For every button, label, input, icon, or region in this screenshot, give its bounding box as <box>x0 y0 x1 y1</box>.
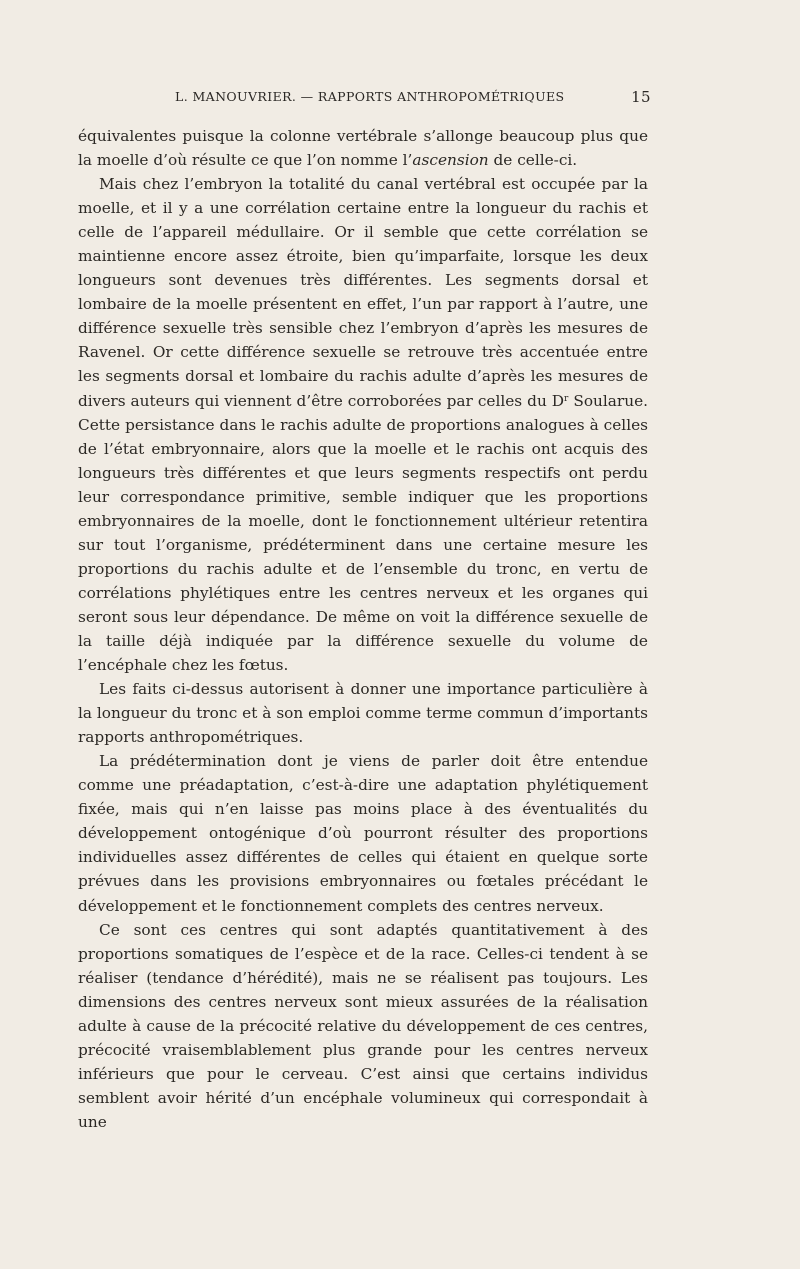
body-text <box>78 124 648 1134</box>
paragraph-text: de celle-ci. <box>488 151 578 170</box>
paragraph-text: équivalentes puisque la colonne vertébrale s’allonge beaucoup plus que la moelle d’où résulte ce que l’on nomme l’ <box>78 127 648 170</box>
running-title: L. MANOUVRIER. — RAPPORTS ANTHROPOMÉTRIQUES <box>175 89 565 104</box>
paragraph-text: Soularue. Cette persistance dans le rachis adulte de proportions analogues à celles de l’état embryonnaire, alors que la moelle et le rachis ont acquis des longueurs très différentes et que leurs segments respectifs ont perdu leur correspondance primitive, semble indiquer que les proportions embryonnaires de la moelle, dont le fonctionnement ultérieur retentira sur tout l’organisme, prédéterminent dans une certaine mesure les proportions du rachis adulte et de l’ensemble du tronc, en vertu de corrélations phylétiques entre les centres nerveux et les organes qui seront sous leur dépendance. De même on voit la différence sexuelle de la taille déjà indiquée par la différence sexuelle du volume de l’encéphale chez les fœtus. <box>78 391 648 675</box>
paragraph-5: Ce sont ces centres qui sont adaptés quantitativement à des proportions somatiques de l’espèce et de la race. Celles-ci tendent à se réaliser (tendance d’hérédité), mais ne se réalisent pas toujours. Les dimensions des centres nerveux sont mieux assurées de la réalisation adulte à cause de la précocité relative du développement de ces centres, précocité vraisemblablement plus grande pour les centres nerveux inférieurs que pour le cerveau. C’est ainsi que certains individus semblent avoir hérité d’un encéphale volumineux qui correspondait à une <box>78 920 648 1131</box>
paragraph-1 <box>78 124 648 172</box>
superscript-abbreviation: r <box>564 393 569 404</box>
page-number: 15 <box>631 88 651 106</box>
paragraph-4: La prédétermination dont je viens de parler doit être entendue comme une préadaptation, c’est-à-dire une adaptation phylétiquement fixée, mais qui n’en laisse pas moins place à des éventualités du développement ontogénique d’où pourront résulter des proportions individuelles assez différentes de celles qui étaient en quelque sorte prévues dans les provisions embryonnaires ou fœtales précédant le développement et le fonctionnement complets des centres nerveux. <box>78 752 648 915</box>
paragraph-2 <box>78 172 648 677</box>
paragraph-3: Les faits ci-dessus autorisent à donner une importance particulière à la longueur du tronc et à son emploi comme terme commun d’importants rapports anthropométriques. <box>78 680 648 747</box>
running-head <box>175 89 651 109</box>
paragraph-text: Mais chez l’embryon la totalité du canal vertébral est occupée par la moelle, et il y a une corrélation certaine entre la longueur du rachis et celle de l’appareil médullaire. Or il semble que cette corrélation se maintienne encore assez étroite, bien qu’imparfaite, lorsque les deux longueurs sont devenues très différentes. Les segments dorsal et lombaire de la moelle présentent en effet, l’un par rapport à l’autre, une différence sexuelle très sensible chez l’embryon d’après les mesures de Ravenel. Or cette différence sexuelle se retrouve très accentuée entre les segments dorsal et lombaire du rachis adulte d’après les mesures de divers auteurs qui viennent d’être corroborées par celles du D <box>78 175 648 410</box>
italic-term: ascension <box>412 151 489 170</box>
